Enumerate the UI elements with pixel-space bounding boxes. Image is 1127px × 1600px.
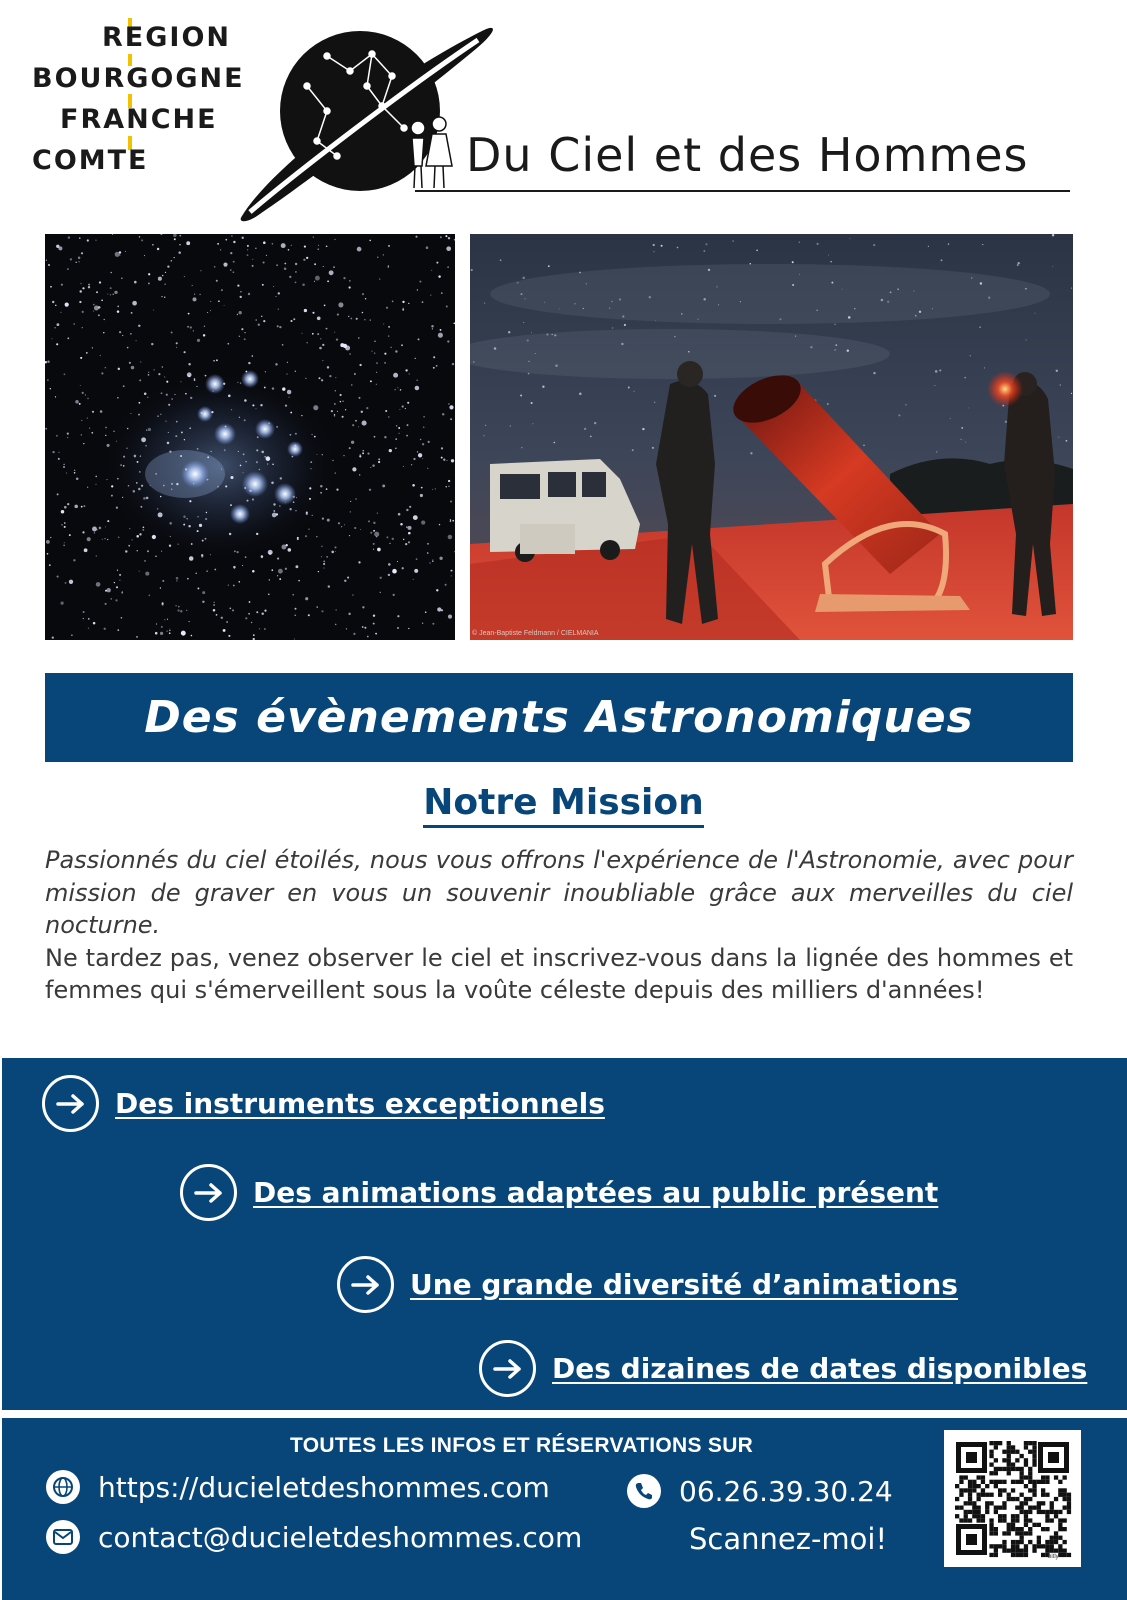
title-banner (45, 673, 1073, 762)
feature-label[interactable]: Des dizaines de dates disponibles (552, 1352, 1088, 1385)
mail-icon (46, 1520, 80, 1554)
mission-paragraph-2: Ne tardez pas, venez observer le ciel et inscrivez-vous dans la lignée des hommes et femmes qui s'émerveillent sous la voûte céleste depuis des milliers d'années! (45, 943, 1073, 1004)
telescope-photo (470, 234, 1073, 640)
scan-label: Scannez-moi! (689, 1522, 888, 1556)
feature-label[interactable]: Des animations adaptées au public présent (253, 1176, 939, 1209)
features-block (2, 1058, 1127, 1410)
photo-credit: © Jean-Baptiste Feldmann / CIELMANIA (472, 630, 599, 637)
region-line-1: REGION (102, 22, 231, 53)
arrow-right-icon (42, 1075, 99, 1132)
footer (2, 1418, 1127, 1600)
mission-heading (0, 782, 1127, 823)
globe-icon (46, 1470, 80, 1504)
region-line-4: COMTE (32, 145, 149, 176)
phone-icon (627, 1474, 661, 1508)
qr-code[interactable] (944, 1430, 1081, 1567)
website-link[interactable] (46, 1470, 550, 1504)
brand-name: Du Ciel et des Hommes (466, 128, 1029, 182)
mission-text (45, 844, 1073, 1007)
region-line-2: BOURGOGNE (32, 63, 245, 94)
qr-brand: bitly (1048, 1554, 1059, 1560)
email-link[interactable] (46, 1520, 582, 1554)
feature-item[interactable] (180, 1164, 938, 1221)
banner-title: Des évènements Astronomiques (144, 692, 974, 743)
arrow-right-icon (337, 1256, 394, 1313)
mission-paragraph-1: Passionnés du ciel étoilés, nous vous offrons l'expérience de l'Astronomie, avec pour mission de graver en vous un souvenir inoubliable grâce aux merveilles du ciel nocturne. (45, 846, 1073, 939)
phone-link[interactable] (627, 1474, 893, 1508)
arrow-right-icon (180, 1164, 237, 1221)
footer-heading: TOUTES LES INFOS ET RÉSERVATIONS SUR (290, 1434, 754, 1457)
telescope-scene-image (470, 234, 1073, 640)
feature-item[interactable] (42, 1075, 605, 1132)
arrow-right-icon (479, 1340, 536, 1397)
feature-item[interactable] (337, 1256, 958, 1313)
pleiades-photo (45, 234, 455, 640)
saturn-constellation-logo-icon (232, 16, 1072, 231)
starfield-image (45, 234, 455, 640)
feature-label[interactable]: Des instruments exceptionnels (115, 1087, 605, 1120)
feature-item[interactable] (479, 1340, 1087, 1397)
email-text[interactable]: contact@ducieletdeshommes.com (98, 1520, 583, 1554)
mission-heading-text: Notre Mission (423, 782, 704, 828)
phone-text[interactable]: 06.26.39.30.24 (679, 1474, 893, 1508)
brand-underline (415, 190, 1070, 192)
region-logo (30, 18, 245, 178)
feature-label[interactable]: Une grande diversité d’animations (410, 1268, 958, 1301)
region-line-3: FRANCHE (60, 104, 218, 135)
website-text[interactable]: https://ducieletdeshommes.com (98, 1470, 550, 1504)
qr-code-icon (944, 1430, 1081, 1567)
